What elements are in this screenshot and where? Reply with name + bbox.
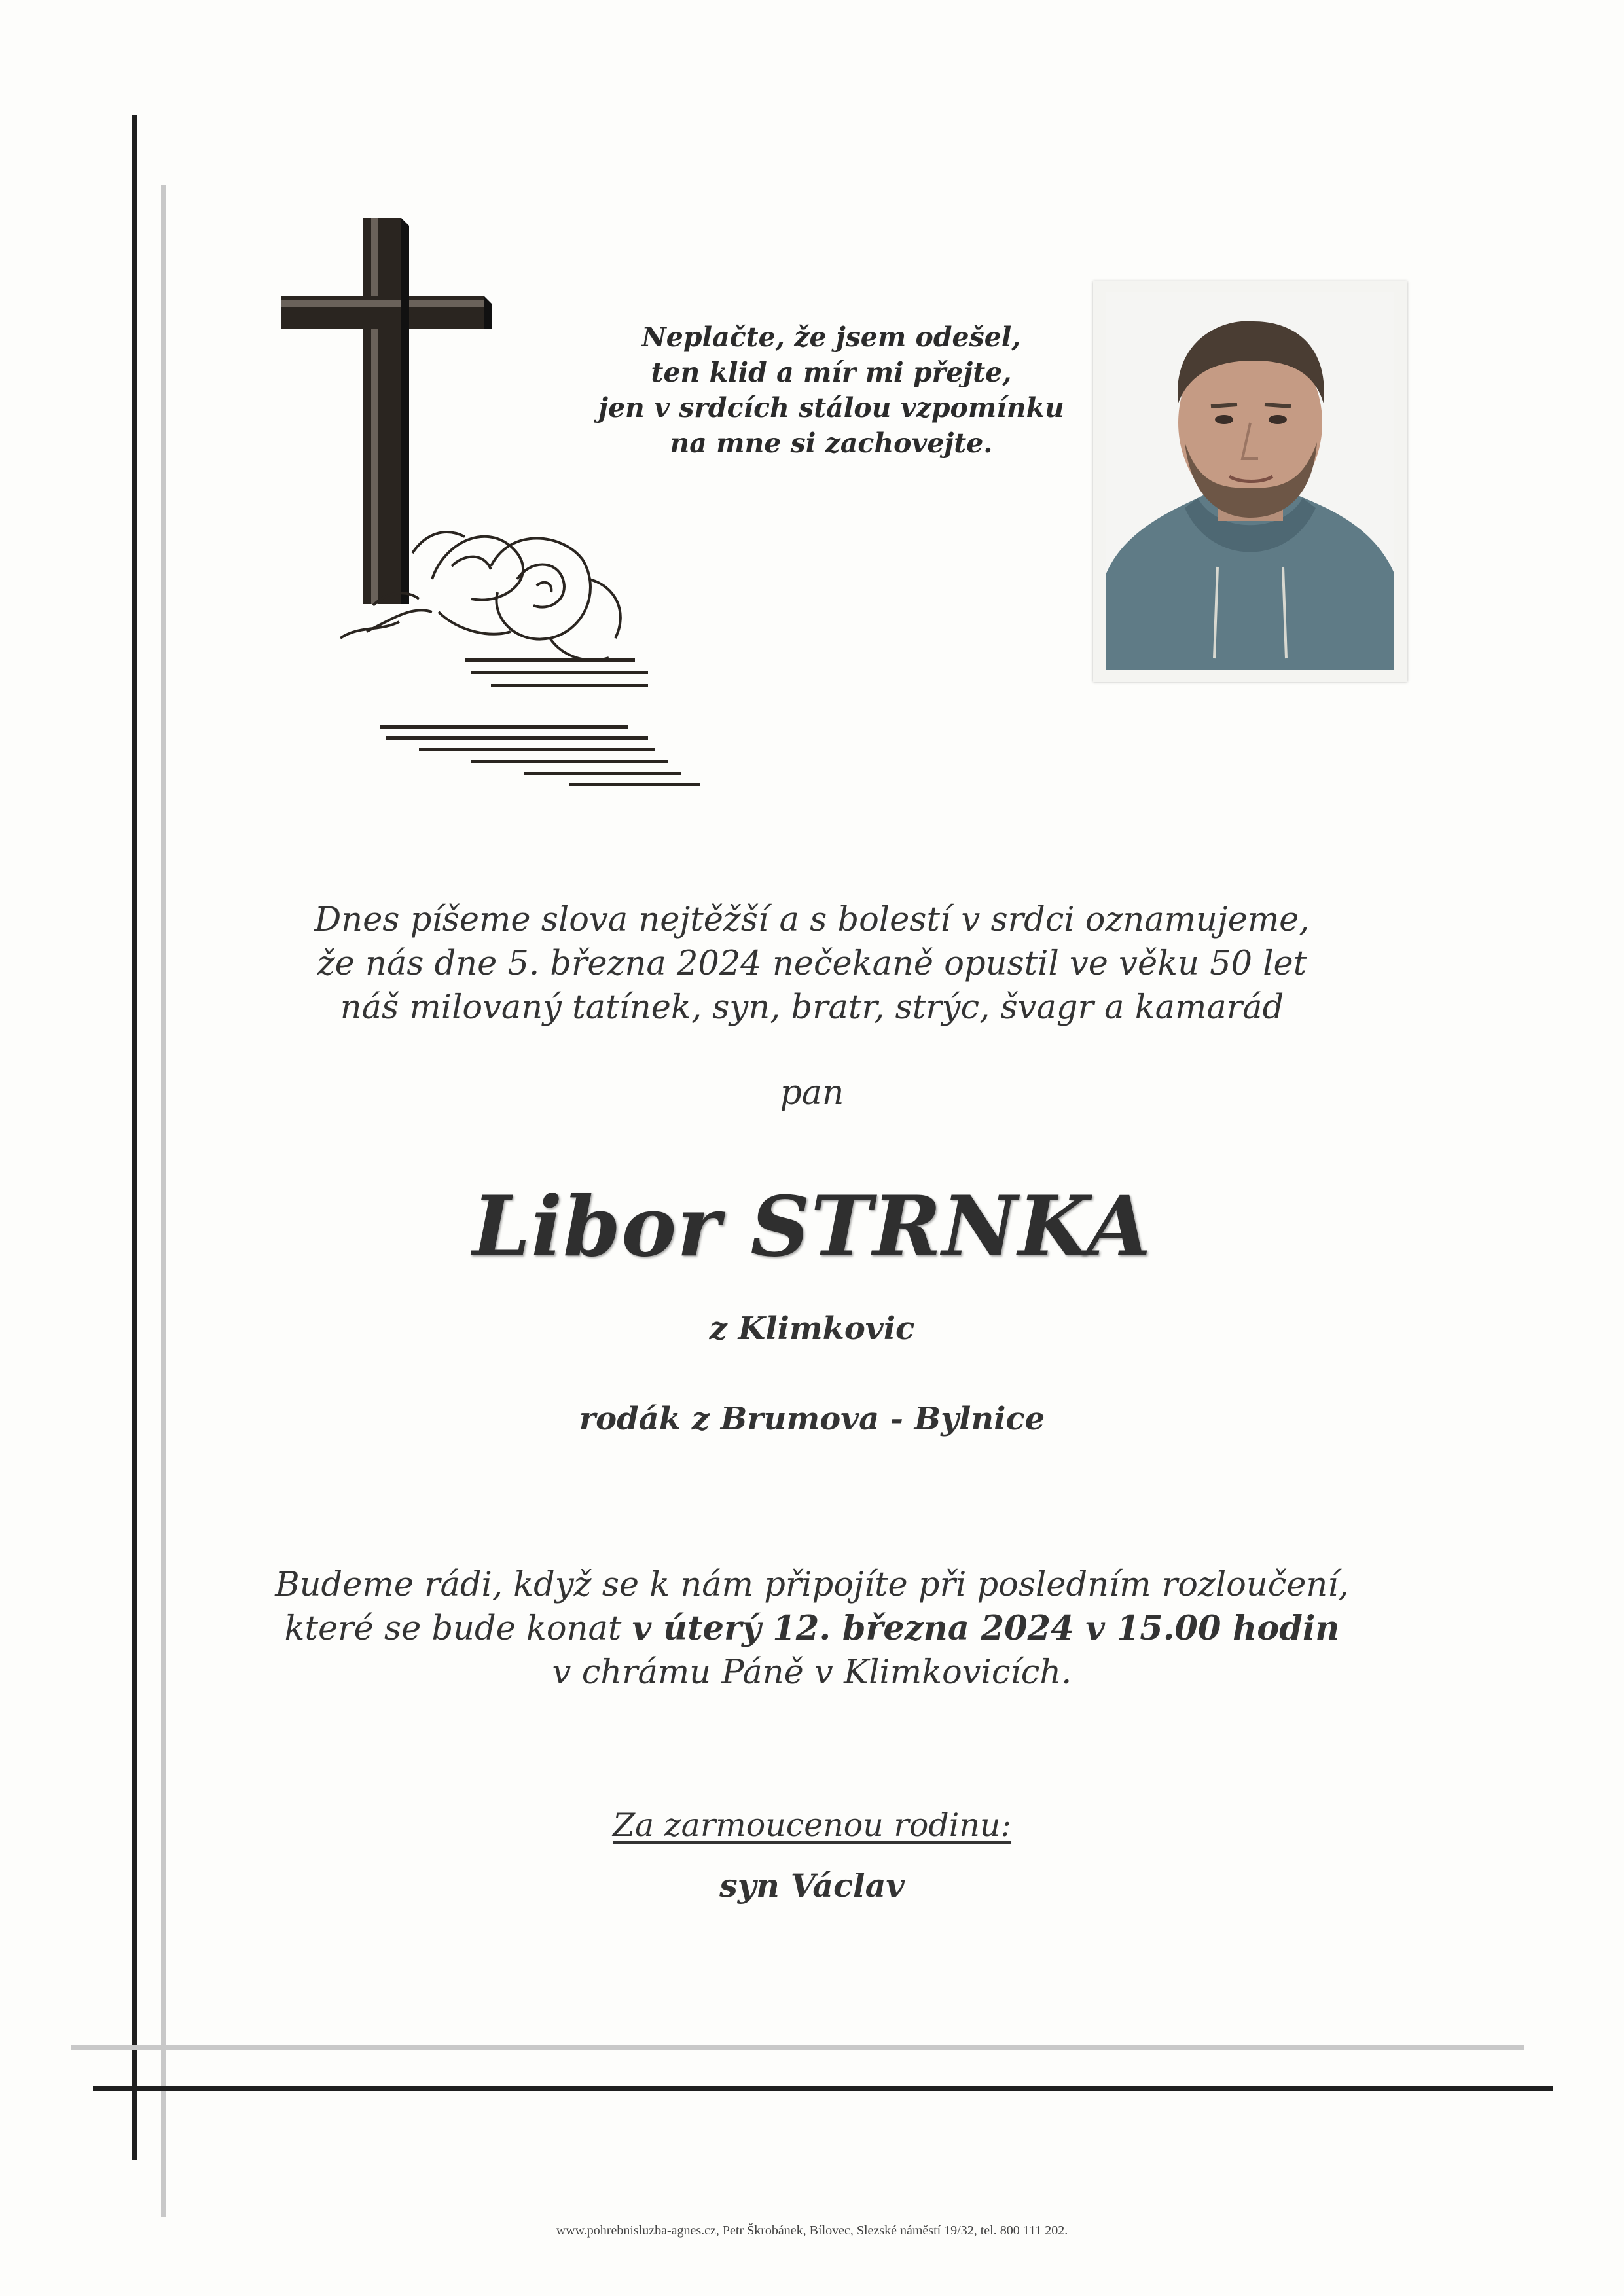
- deceased-name: Libor STRNKA: [472, 1178, 1152, 1275]
- cross-with-roses-icon: [275, 213, 733, 802]
- funeral-line-prefix: které se bude konat: [284, 1609, 632, 1648]
- poem-line: ten klid a mír mi přejte,: [651, 357, 1012, 388]
- steps-shape: [380, 658, 700, 786]
- deceased-residence: z Klimkovic: [709, 1310, 915, 1347]
- cross-shape: [281, 218, 492, 604]
- family-label: Za zarmoucenou rodinu:: [612, 1806, 1012, 1844]
- family-name: syn Václav: [719, 1867, 905, 1905]
- poem: [569, 319, 1093, 461]
- announcement-line: náš milovaný tatínek, syn, bratr, strýc, švagr a kamarád: [340, 988, 1284, 1027]
- funeral-line: v chrámu Páně v Klimkovicích.: [552, 1653, 1072, 1692]
- poem-line: na mne si zachovejte.: [670, 427, 993, 459]
- funeral-line: [0, 1607, 1624, 1651]
- funeral-info: [0, 1563, 1624, 1695]
- portrait-image: [1106, 292, 1394, 670]
- announcement-line: Dnes píšeme slova nejtěžší a s bolestí v srdci oznamujeme,: [314, 901, 1310, 939]
- poem-line: Neplačte, že jsem odešel,: [641, 321, 1021, 353]
- poem-line: jen v srdcích stálou vzpomínku: [598, 392, 1064, 423]
- title-honorific: pan: [780, 1073, 844, 1113]
- portrait-photo: [1093, 281, 1407, 682]
- frame-line-vertical-dark: [132, 115, 137, 2160]
- announcement-line: že nás dne 5. března 2024 nečekaně opustil ve věku 50 let: [317, 944, 1307, 983]
- funeral-datetime: v úterý 12. března 2024 v 15.00 hodin: [632, 1609, 1340, 1648]
- frame-line-horizontal-light: [71, 2045, 1524, 2050]
- deceased-birthplace: rodák z Brumova - Bylnice: [579, 1401, 1045, 1437]
- footer-contact: www.pohrebnisluzba-agnes.cz, Petr Škrobánek, Bílovec, Slezské náměstí 19/32, tel. 800 111 202.: [556, 2223, 1068, 2238]
- funeral-line: Budeme rádi, když se k nám připojíte při posledním rozloučení,: [275, 1566, 1349, 1604]
- frame-line-horizontal-dark: [93, 2086, 1553, 2091]
- announcement-text: [0, 898, 1624, 1030]
